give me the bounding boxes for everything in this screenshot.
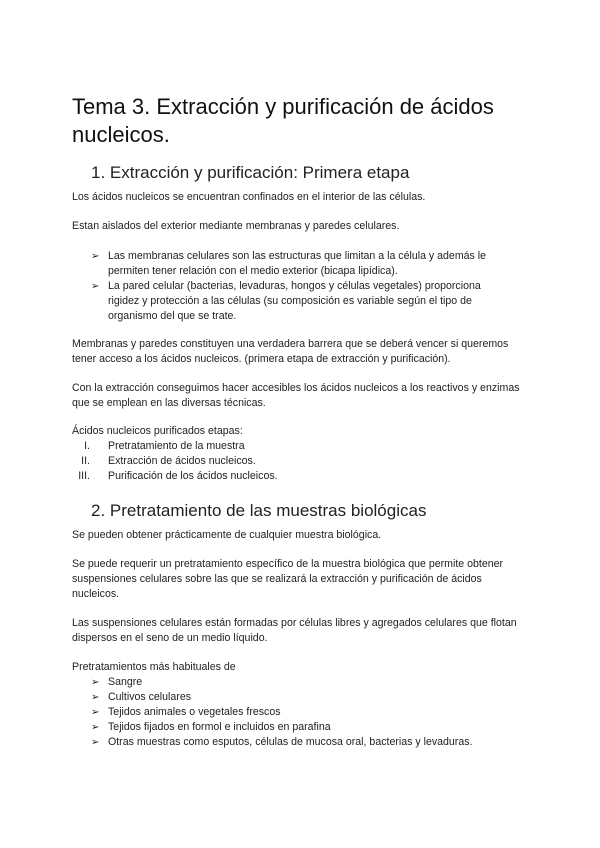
list-item xyxy=(72,720,528,735)
roman-numeral: I. xyxy=(84,440,90,452)
arrow-bullet-icon: ➢ xyxy=(91,722,100,733)
arrow-bullet-icon: ➢ xyxy=(91,281,100,292)
list-item xyxy=(72,439,528,454)
arrow-bullet-icon: ➢ xyxy=(91,692,100,703)
list-item xyxy=(72,735,528,750)
section-1-paragraph-2: Estan aislados del exterior mediante membranas y paredes celulares. xyxy=(72,220,400,232)
section-2-paragraph-2: Se puede requerir un pretratamiento específico de la muestra biológica que permite obtener suspensiones celulares sobre las que se realizará la extracción y purificación de ácidos nucleicos. xyxy=(72,558,504,600)
list-item-text: Otras muestras como esputos, células de mucosa oral, bacterias y levaduras. xyxy=(108,736,473,748)
section-2-bullet-list xyxy=(72,675,528,750)
section-1-bullet-list xyxy=(72,249,528,324)
list-item xyxy=(72,705,528,720)
list-item xyxy=(72,675,528,690)
list-item xyxy=(72,690,528,705)
stage-text: Extracción de ácidos nucleicos. xyxy=(108,455,256,467)
stage-text: Purificación de los ácidos nucleicos. xyxy=(108,470,278,482)
section-2-paragraph-1: Se pueden obtener prácticamente de cualquier muestra biológica. xyxy=(72,529,382,541)
arrow-bullet-icon: ➢ xyxy=(91,677,100,688)
section-2-list-intro: Pretratamientos más habituales de xyxy=(72,661,236,673)
section-1-paragraph-3: Membranas y paredes constituyen una verdadera barrera que se deberá vencer si queremos tener acceso a los ácidos nucleicos. (primera etapa de extracción y purificación). xyxy=(72,338,509,365)
document-title: Tema 3. Extracción y purificación de ácidos nucleicos. xyxy=(72,94,494,147)
stage-text: Pretratamiento de la muestra xyxy=(108,440,245,452)
section-2-heading: 2. Pretratamiento de las muestras biológicas xyxy=(91,501,427,520)
list-item xyxy=(72,454,528,469)
list-item-text: Cultivos celulares xyxy=(108,691,192,703)
list-item-text: Tejidos animales o vegetales frescos xyxy=(108,706,281,718)
list-item xyxy=(72,469,528,484)
list-item-text: Tejidos fijados en formol e incluidos en parafina xyxy=(108,721,331,733)
arrow-bullet-icon: ➢ xyxy=(91,737,100,748)
list-item-text: Sangre xyxy=(108,676,143,688)
section-1-paragraph-1: Los ácidos nucleicos se encuentran confinados en el interior de las células. xyxy=(72,191,426,203)
section-1-heading: 1. Extracción y purificación: Primera etapa xyxy=(91,163,410,182)
bullet-text: La pared celular (bacterias, levaduras, hongos y células vegetales) proporciona rigidez y protección a las células (su composición es variable según el tipo de organismo del que se trate. xyxy=(108,280,481,322)
list-item xyxy=(72,279,492,324)
section-2-paragraph-3: Las suspensiones celulares están formadas por células libres y agregados celulares que flotan dispersos en el seno de un medio líquido. xyxy=(72,617,517,644)
stages-list xyxy=(72,439,528,484)
arrow-bullet-icon: ➢ xyxy=(91,707,100,718)
list-item xyxy=(72,249,492,279)
section-1-paragraph-4: Con la extracción conseguimos hacer accesibles los ácidos nucleicos a los reactivos y enzimas que se emplean en las diversas técnicas. xyxy=(72,382,520,409)
bullet-text: Las membranas celulares son las estructuras que limitan a la célula y además le permiten tener relación con el medio exterior (bicapa lipídica). xyxy=(108,250,487,277)
roman-numeral: III. xyxy=(78,470,90,482)
stages-intro: Ácidos nucleicos purificados etapas: xyxy=(72,425,243,437)
roman-numeral: II. xyxy=(81,455,90,467)
arrow-bullet-icon: ➢ xyxy=(91,251,100,262)
